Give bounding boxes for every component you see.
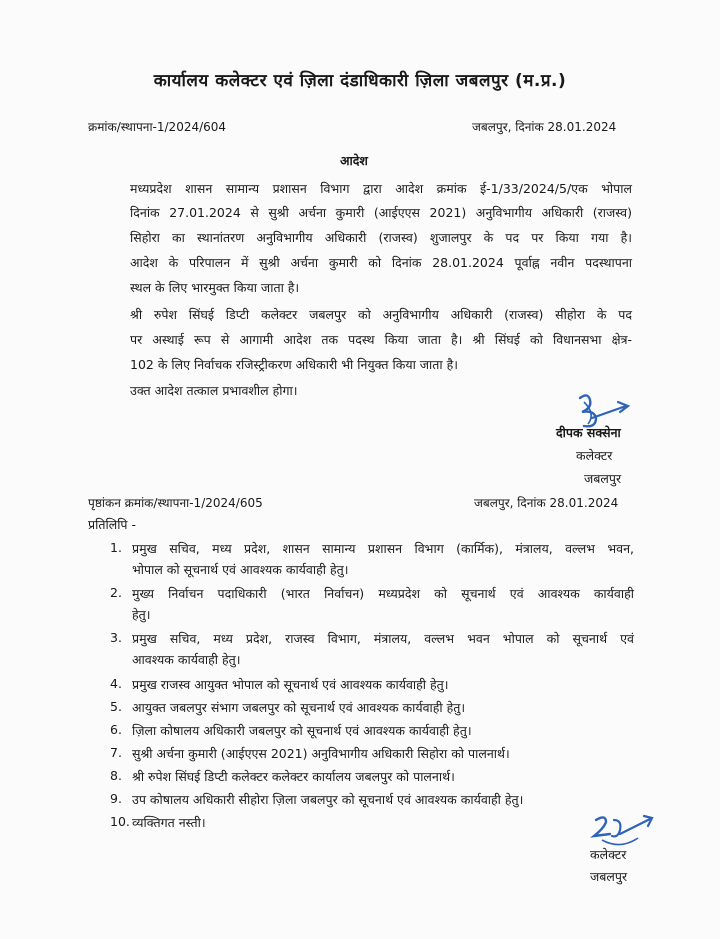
list-item: हेतु।: [132, 607, 151, 622]
order-line: पर अस्थाई रूप से आगामी आदेश तक पदस्थ किया जाता है। श्री सिंघई को विधानसभा क्षेत्र-: [130, 332, 632, 347]
signatory-place: जबलपुर: [584, 471, 622, 486]
list-item: प्रमुख सचिव, मध्य प्रदेश, शासन सामान्य प्रशासन विभाग (कार्मिक), मंत्रालय, वल्लभ भवन,: [132, 541, 634, 556]
order-place-date: जबलपुर, दिनांक 28.01.2024: [472, 120, 617, 134]
list-item-number: 10.: [110, 814, 130, 829]
order-line: दिनांक 27.01.2024 से सुश्री अर्चना कुमारी (आईएएस 2021) अनुविभागीय अधिकारी (राजस्व): [130, 205, 632, 220]
order-line: श्री रुपेश सिंघई डिप्टी कलेक्टर जबलपुर को अनुविभागीय अधिकारी (राजस्व) सीहोरा के पद: [130, 307, 632, 322]
order-line: आदेश के परिपालन में सुश्री अर्चना कुमारी को दिनांक 28.01.2024 पूर्वाह्न नवीन पदस्थापना: [130, 255, 632, 270]
endorsement-place-date: जबलपुर, दिनांक 28.01.2024: [474, 496, 619, 510]
office-title: कार्यालय कलेक्टर एवं ज़िला दंडाधिकारी ज़िला जबलपुर (म.प्र.): [153, 71, 567, 91]
list-item-number: 5.: [110, 699, 122, 714]
signatory-designation: कलेक्टर: [576, 448, 613, 463]
order-line: उक्त आदेश तत्काल प्रभावशील होगा।: [130, 383, 298, 398]
list-item: आवश्यक कार्यवाही हेतु।: [132, 652, 241, 667]
list-item-number: 3.: [110, 630, 122, 645]
endorsement-number: पृष्ठांकन क्रमांक/स्थापना-1/2024/605: [88, 496, 263, 510]
list-item: व्यक्तिगत नस्ती।: [132, 815, 206, 830]
signatory-place: जबलपुर: [590, 869, 628, 884]
list-item-number: 4.: [110, 676, 122, 691]
list-item: सुश्री अर्चना कुमारी (आईएएस 2021) अनुविभागीय अधिकारी सिहोरा को पालनार्थ।: [132, 746, 510, 761]
list-item: श्री रुपेश सिंघई डिप्टी कलेक्टर कलेक्टर कार्यालय जबलपुर को पालनार्थ।: [132, 769, 455, 784]
order-line: स्थल के लिए भारमुक्त किया जाता है।: [130, 280, 300, 295]
order-line: सिहोरा का स्थानांतरण अनुविभागीय अधिकारी (राजस्व) शुजालपुर के पद पर किया गया है।: [130, 230, 632, 245]
list-item: भोपाल को सूचनार्थ एवं आवश्यक कार्यवाही हेतु।: [132, 562, 349, 577]
list-item: प्रमुख सचिव, मध्य प्रदेश, राजस्व विभाग, मंत्रालय, वल्लभ भवन भोपाल को सूचनार्थ एवं: [132, 631, 634, 646]
signatory-name: दीपक सक्सेना: [556, 425, 621, 440]
order-line: मध्यप्रदेश शासन सामान्य प्रशासन विभाग द्वारा आदेश क्रमांक ई-1/33/2024/5/एक भोपाल: [130, 181, 632, 196]
list-item-number: 2.: [110, 585, 122, 600]
order-line: 102 के लिए निर्वाचक रजिस्ट्रीकरण अधिकारी भी नियुक्त किया जाता है।: [130, 357, 459, 372]
list-item-number: 8.: [110, 768, 122, 783]
list-item-number: 1.: [110, 540, 122, 555]
list-item: प्रमुख राजस्व आयुक्त भोपाल को सूचनार्थ एवं आवश्यक कार्यवाही हेतु।: [132, 677, 449, 692]
list-item-number: 6.: [110, 722, 122, 737]
copy-to-label: प्रतिलिपि -: [88, 517, 137, 532]
list-item-number: 7.: [110, 745, 122, 760]
order-heading: आदेश: [340, 153, 368, 168]
list-item: आयुक्त जबलपुर संभाग जबलपुर को सूचनार्थ एवं आवश्यक कार्यवाही हेतु।: [132, 700, 466, 715]
list-item: मुख्य निर्वाचन पदाधिकारी (भारत निर्वाचन) मध्यप्रदेश को सूचनार्थ एवं आवश्यक कार्यवाही: [132, 586, 634, 601]
list-item-number: 9.: [110, 791, 122, 806]
signatory-designation: कलेक्टर: [590, 847, 627, 862]
list-item: उप कोषालय अधिकारी सीहोरा ज़िला जबलपुर को सूचनार्थ एवं आवश्यक कार्यवाही हेतु।: [132, 792, 524, 807]
order-number: क्रमांक/स्थापना-1/2024/604: [88, 120, 227, 134]
list-item: ज़िला कोषालय अधिकारी जबलपुर को सूचनार्थ एवं आवश्यक कार्यवाही हेतु।: [132, 723, 472, 738]
